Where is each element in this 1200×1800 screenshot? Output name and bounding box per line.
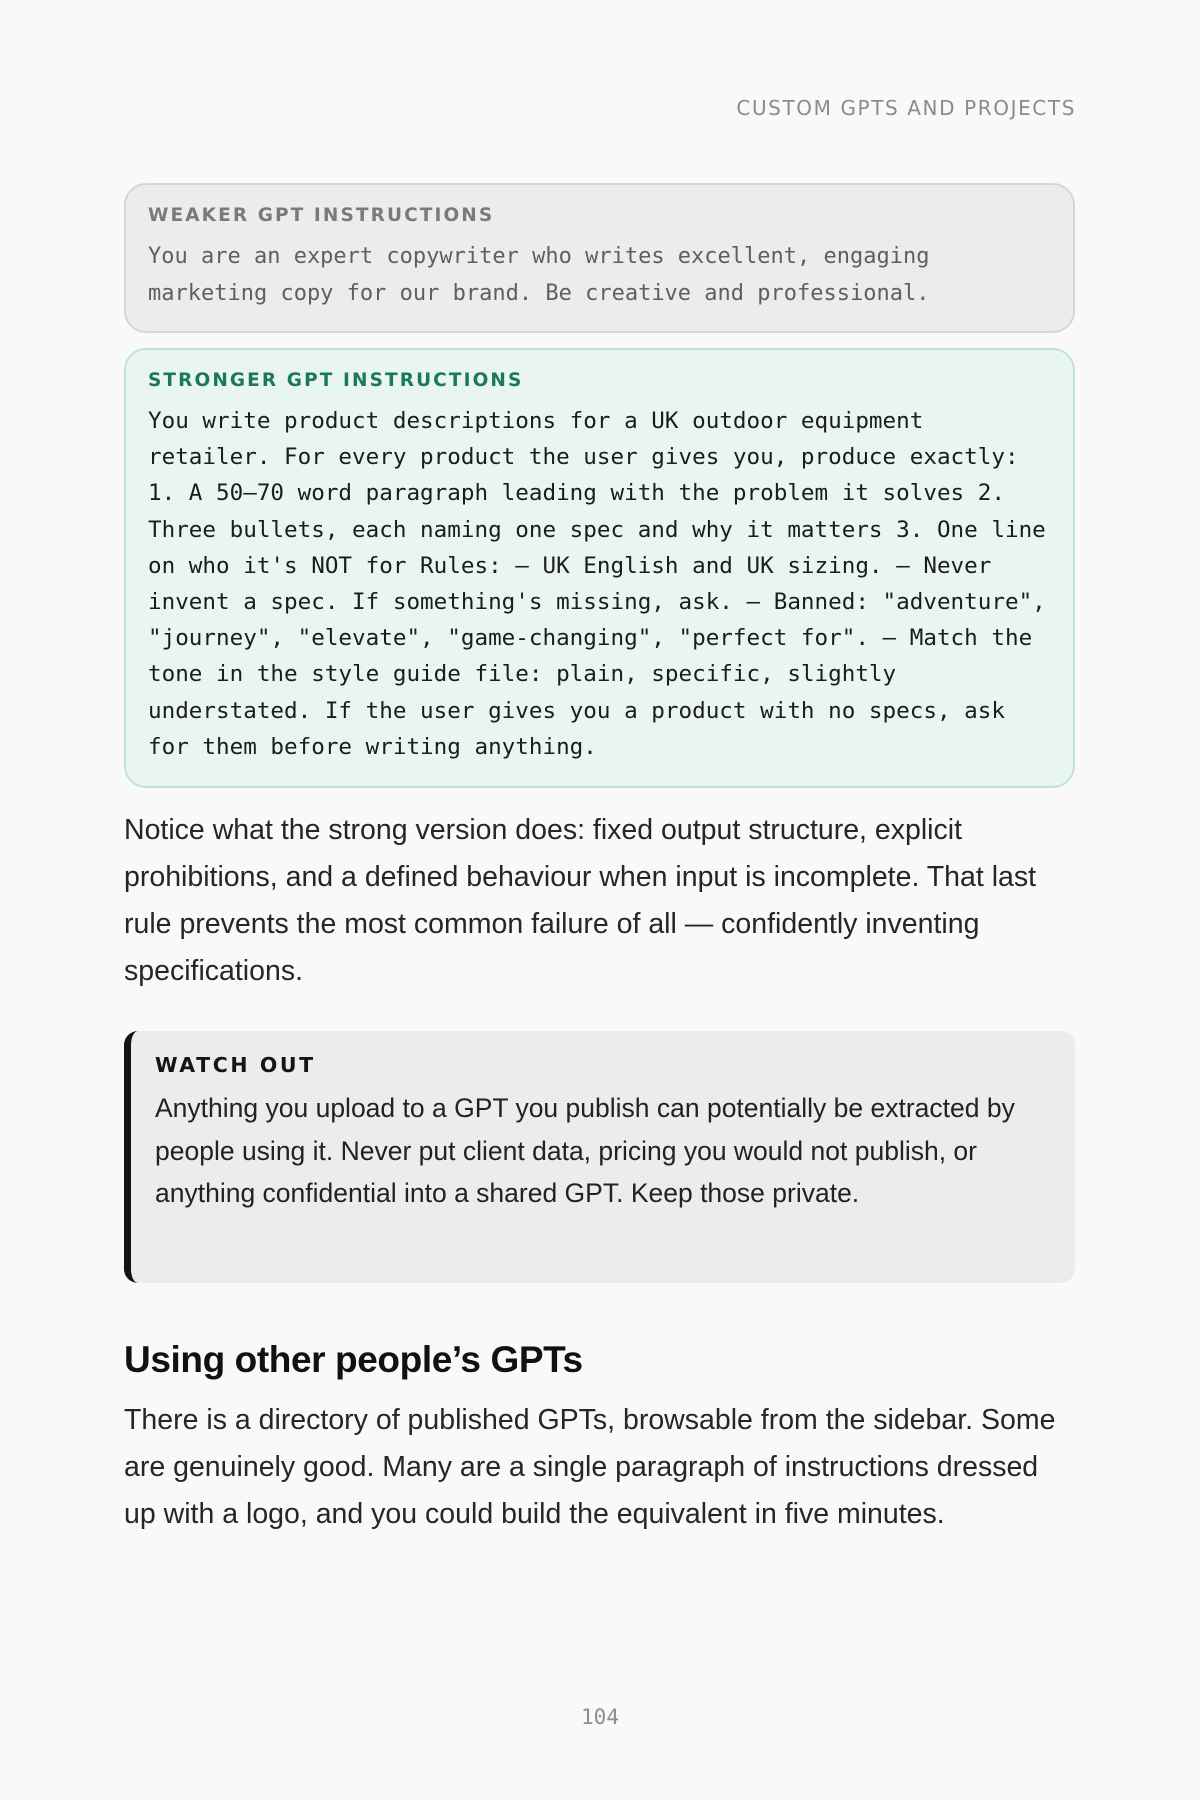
weaker-instructions-text: You are an expert copywriter who writes excellent, engaging marketing copy for our brand. Be creative and professional. xyxy=(148,244,943,306)
section-heading: Using other people’s GPTs xyxy=(124,1339,583,1380)
callout-label: WATCH OUT xyxy=(155,1053,316,1077)
weaker-instructions-label: WEAKER GPT INSTRUCTIONS xyxy=(148,205,495,226)
watch-out-callout xyxy=(124,1031,1075,1283)
stronger-instructions-label: STRONGER GPT INSTRUCTIONS xyxy=(148,370,524,391)
running-header: CUSTOM GPTS AND PROJECTS xyxy=(736,96,1076,120)
directory-paragraph: There is a directory of published GPTs, browsable from the sidebar. Some are genuinely good. Many are a single paragraph of instructions dressed up with a logo, and you could build the equivalent in five minutes. xyxy=(124,1404,1056,1530)
page-number: 104 xyxy=(581,1705,619,1729)
notice-paragraph: Notice what the strong version does: fixed output structure, explicit prohibitions, and a defined behaviour when input is incomplete. That last rule prevents the most common failure of all — confidently inventing specifications. xyxy=(124,814,1037,987)
stronger-instructions-text: You write product descriptions for a UK outdoor equipment retailer. For every product the user gives you, produce exactly: 1. A 50–70 word paragraph leading with the problem it solves 2. Three bullets, each naming one spec and why it matters 3. One line on who it's NOT for Rules: – UK English and UK sizing. – Never invent a spec. If something's missing, ask. – Banned: "adventure", "journey", "elevate", "game-changing", "perfect for". – Match the tone in the style guide file: plain, specific, slightly understated. If the user gives you a product with no specs, ask for them before writing anything. xyxy=(148,408,1060,760)
weaker-instructions-card xyxy=(124,183,1075,333)
callout-text: Anything you upload to a GPT you publish can potentially be extracted by people using it. Never put client data, pricing you would not publish, or anything confidential into a shared GPT. Keep those private. xyxy=(155,1093,1015,1208)
page-content xyxy=(124,183,1075,1538)
stronger-instructions-card xyxy=(124,348,1075,788)
